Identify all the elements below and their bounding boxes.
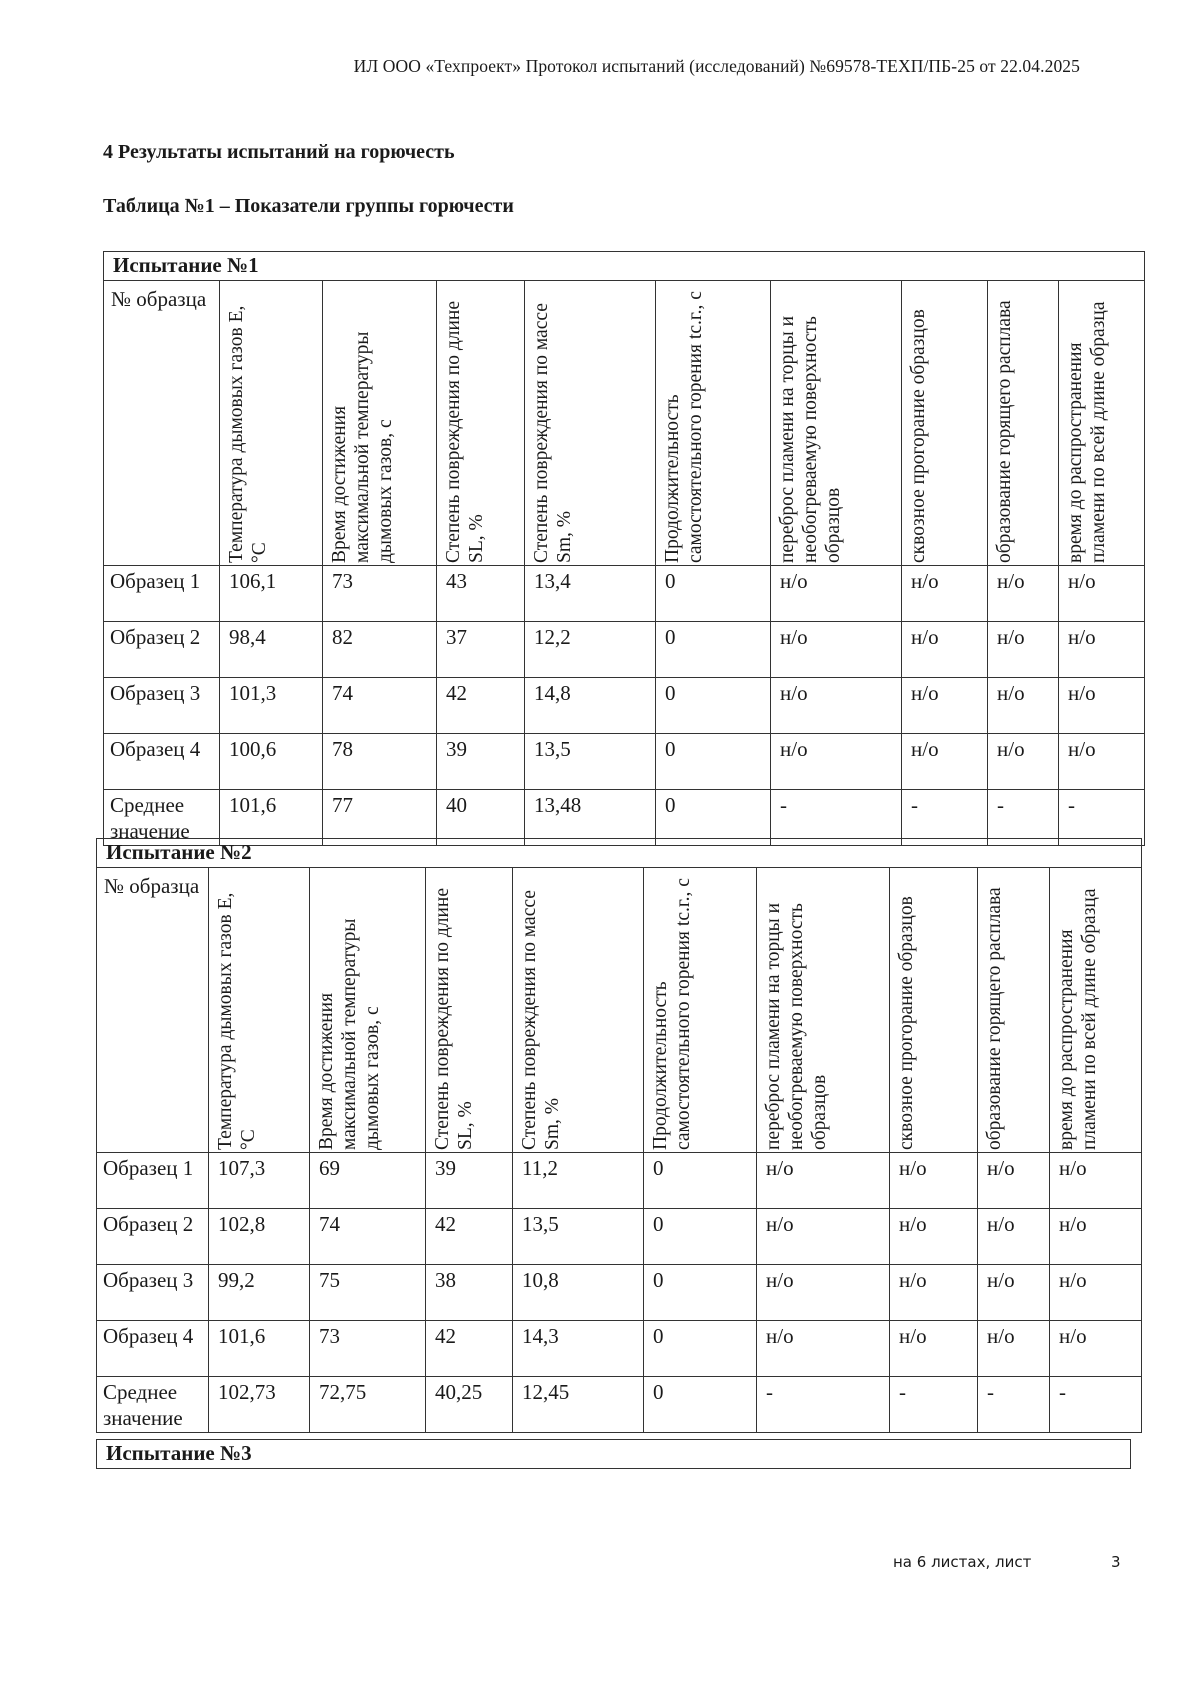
table-cell: н/о [890, 1153, 978, 1209]
table-cell: н/о [1050, 1209, 1142, 1265]
table-cell: 13,5 [513, 1209, 644, 1265]
trial-title: Испытание №3 [97, 1440, 1131, 1469]
table-cell: 99,2 [209, 1265, 310, 1321]
table-cell: н/о [902, 566, 988, 622]
table-cell: 107,3 [209, 1153, 310, 1209]
document-header: ИЛ ООО «Техпроект» Протокол испытаний (исследований) №69578-ТЕХП/ПБ-25 от 22.04.2025 [353, 56, 1080, 76]
trial-title: Испытание №2 [97, 839, 1142, 868]
table-cell: - [1059, 790, 1145, 846]
table-cell: 11,2 [513, 1153, 644, 1209]
table-cell: н/о [757, 1153, 890, 1209]
table-cell: 0 [644, 1265, 757, 1321]
table-cell: 75 [310, 1265, 426, 1321]
table-cell: 0 [656, 734, 771, 790]
sample-label: Образец 4 [104, 734, 220, 790]
table-cell: н/о [1059, 678, 1145, 734]
table-cell: н/о [1050, 1321, 1142, 1377]
table-cell: 13,5 [525, 734, 656, 790]
sample-label: Среднее значение [104, 790, 220, 846]
table-cell: н/о [890, 1209, 978, 1265]
column-header: образование горящего расплава [988, 281, 1059, 566]
column-header: переброс пламени на торцы и необогреваемую поверхность образцов [757, 868, 890, 1153]
table-cell: 37 [437, 622, 525, 678]
table-title: Таблица №1 – Показатели группы горючести [103, 195, 514, 217]
column-header: Степень повреждения по длине SL, % [426, 868, 513, 1153]
section-title: 4 Результаты испытаний на горючесть [103, 141, 455, 163]
sample-label: Образец 2 [104, 622, 220, 678]
table-cell: н/о [771, 622, 902, 678]
table-cell: 40,25 [426, 1377, 513, 1433]
table-cell: 13,4 [525, 566, 656, 622]
table-cell: н/о [771, 734, 902, 790]
sample-label: Образец 1 [97, 1153, 209, 1209]
column-header: Температура дымовых газов E, °C [220, 281, 323, 566]
column-header: время до распространения пламени по всей длине образца [1059, 281, 1145, 566]
table-cell: н/о [988, 734, 1059, 790]
column-header: Время достижения максимальной температуры дымовых газов, с [310, 868, 426, 1153]
table-row [104, 678, 1145, 734]
table-cell: н/о [988, 678, 1059, 734]
table-cell: - [890, 1377, 978, 1433]
table-cell: 101,6 [220, 790, 323, 846]
sample-label: Образец 4 [97, 1321, 209, 1377]
table-cell: н/о [1059, 566, 1145, 622]
table-cell: н/о [757, 1265, 890, 1321]
table-row [97, 1377, 1142, 1433]
table-cell: 102,8 [209, 1209, 310, 1265]
table-cell: н/о [771, 566, 902, 622]
page-number: 3 [1111, 1553, 1121, 1571]
table-cell: н/о [988, 566, 1059, 622]
table-cell: 39 [437, 734, 525, 790]
header-row [104, 281, 1145, 566]
table-cell: - [988, 790, 1059, 846]
column-header: Продолжительность самостоятельного горения tс.г., с [656, 281, 771, 566]
table-cell: 101,6 [209, 1321, 310, 1377]
sample-number-header: № образца [104, 281, 220, 566]
sample-label: Образец 1 [104, 566, 220, 622]
sample-label: Среднее значение [97, 1377, 209, 1433]
table-cell: н/о [1059, 622, 1145, 678]
table-cell: 74 [310, 1209, 426, 1265]
table-cell: 0 [644, 1377, 757, 1433]
table-row [97, 1153, 1142, 1209]
table-cell: 73 [323, 566, 437, 622]
column-header: переброс пламени на торцы и необогреваемую поверхность образцов [771, 281, 902, 566]
table-cell: н/о [988, 622, 1059, 678]
table-cell: 0 [656, 790, 771, 846]
table-cell: 78 [323, 734, 437, 790]
table-row [97, 1209, 1142, 1265]
table-cell: - [1050, 1377, 1142, 1433]
column-header: время до распространения пламени по всей длине образца [1050, 868, 1142, 1153]
table-cell: 74 [323, 678, 437, 734]
trial-3-table [96, 1439, 1131, 1469]
header-row [97, 868, 1142, 1153]
table-cell: 43 [437, 566, 525, 622]
table-cell: н/о [771, 678, 902, 734]
table-cell: н/о [978, 1321, 1050, 1377]
table-cell: 39 [426, 1153, 513, 1209]
table-cell: 0 [656, 622, 771, 678]
table-row [104, 566, 1145, 622]
table-cell: 0 [644, 1153, 757, 1209]
table-row [104, 734, 1145, 790]
table-cell: 12,2 [525, 622, 656, 678]
table-cell: 12,45 [513, 1377, 644, 1433]
column-header: Температура дымовых газов E, °C [209, 868, 310, 1153]
table-cell: н/о [757, 1209, 890, 1265]
table-cell: 42 [426, 1209, 513, 1265]
sample-label: Образец 2 [97, 1209, 209, 1265]
table-cell: 77 [323, 790, 437, 846]
table-cell: 13,48 [525, 790, 656, 846]
table-cell: - [757, 1377, 890, 1433]
table-cell: - [771, 790, 902, 846]
table-cell: 14,8 [525, 678, 656, 734]
table-cell: н/о [757, 1321, 890, 1377]
table-cell: 101,3 [220, 678, 323, 734]
column-header: образование горящего расплава [978, 868, 1050, 1153]
column-header: Степень повреждения по массе Sm, % [525, 281, 656, 566]
table-cell: 72,75 [310, 1377, 426, 1433]
table-cell: 82 [323, 622, 437, 678]
table-cell: н/о [1059, 734, 1145, 790]
column-header: сквозное прогорание образцов [890, 868, 978, 1153]
table-cell: 0 [656, 566, 771, 622]
table-cell: 14,3 [513, 1321, 644, 1377]
column-header: Время достижения максимальной температуры дымовых газов, с [323, 281, 437, 566]
trial-title: Испытание №1 [104, 252, 1145, 281]
table-cell: 42 [426, 1321, 513, 1377]
table-cell: 98,4 [220, 622, 323, 678]
page-footer [893, 1553, 1121, 1571]
table-cell: н/о [1050, 1153, 1142, 1209]
table-cell: 10,8 [513, 1265, 644, 1321]
table-cell: н/о [902, 622, 988, 678]
table-row [97, 1265, 1142, 1321]
column-header: сквозное прогорание образцов [902, 281, 988, 566]
table-row [97, 1321, 1142, 1377]
table-cell: 69 [310, 1153, 426, 1209]
table-cell: 40 [437, 790, 525, 846]
trial-1-table [103, 251, 1145, 846]
table-cell: - [978, 1377, 1050, 1433]
sample-number-header: № образца [97, 868, 209, 1153]
table-cell: н/о [1050, 1265, 1142, 1321]
column-header: Степень повреждения по массе Sm, % [513, 868, 644, 1153]
column-header: Степень повреждения по длине SL, % [437, 281, 525, 566]
table-cell: 0 [644, 1321, 757, 1377]
table-cell: 106,1 [220, 566, 323, 622]
table-cell: н/о [902, 734, 988, 790]
trial-2-table [96, 838, 1142, 1433]
table-cell: 0 [644, 1209, 757, 1265]
table-cell: 38 [426, 1265, 513, 1321]
table-cell: н/о [978, 1209, 1050, 1265]
table-cell: 100,6 [220, 734, 323, 790]
table-cell: - [902, 790, 988, 846]
table-cell: н/о [978, 1265, 1050, 1321]
table-cell: н/о [890, 1321, 978, 1377]
table-cell: 42 [437, 678, 525, 734]
table-row [104, 622, 1145, 678]
table-cell: 0 [656, 678, 771, 734]
sample-label: Образец 3 [97, 1265, 209, 1321]
table-cell: н/о [890, 1265, 978, 1321]
column-header: Продолжительность самостоятельного горения tс.г., с [644, 868, 757, 1153]
sample-label: Образец 3 [104, 678, 220, 734]
footer-text: на 6 листах, лист [893, 1553, 1032, 1571]
table-cell: 102,73 [209, 1377, 310, 1433]
table-cell: 73 [310, 1321, 426, 1377]
table-cell: н/о [978, 1153, 1050, 1209]
table-cell: н/о [902, 678, 988, 734]
